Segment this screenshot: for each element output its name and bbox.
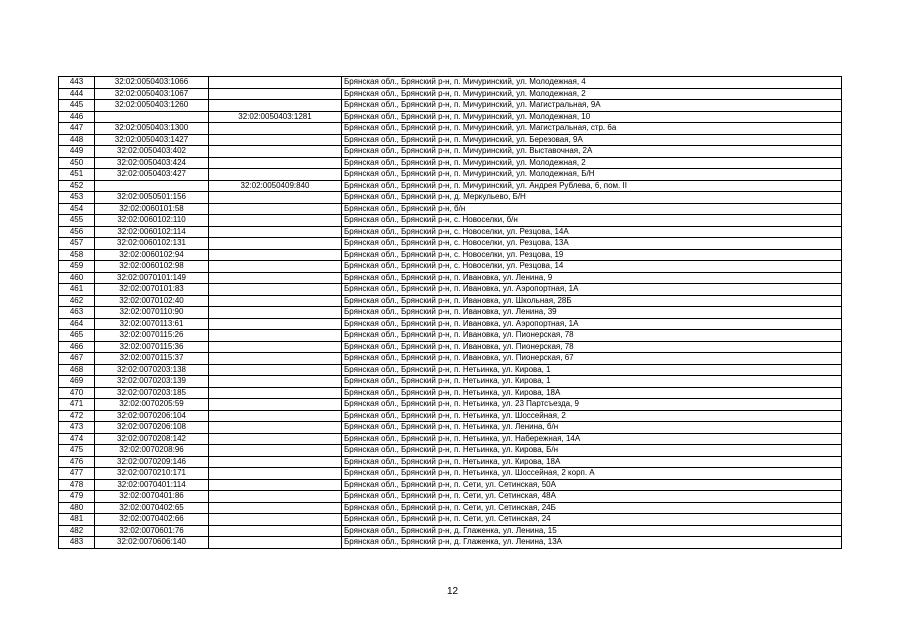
row-number-cell: 454 xyxy=(59,203,95,215)
cadastral-number-cell: 32:02:0070110:90 xyxy=(95,307,209,319)
cadastral-number-cell: 32:02:0070402:65 xyxy=(95,502,209,514)
address-cell: Брянская обл., Брянский р-н, п. Сети, ул. Сетинская, 50А xyxy=(342,479,842,491)
cadastral-number-alt-cell xyxy=(209,479,342,491)
cadastral-number-cell: 32:02:0050403:1260 xyxy=(95,100,209,112)
cadastral-number-alt-cell xyxy=(209,100,342,112)
row-number-cell: 465 xyxy=(59,330,95,342)
address-cell: Брянская обл., Брянский р-н, с. Новоселки, ул. Резцова, 14 xyxy=(342,261,842,273)
cadastral-number-alt-cell xyxy=(209,410,342,422)
address-cell: Брянская обл., Брянский р-н, п. Нетьинка, ул. Шоссейная, 2 корп. А xyxy=(342,468,842,480)
cadastral-number-cell: 32:02:0070115:37 xyxy=(95,353,209,365)
table-row xyxy=(59,100,842,112)
cadastral-number-cell: 32:02:0050403:424 xyxy=(95,157,209,169)
row-number-cell: 446 xyxy=(59,111,95,123)
cadastral-number-alt-cell xyxy=(209,295,342,307)
table-body xyxy=(59,77,842,549)
cadastral-number-alt-cell xyxy=(209,491,342,503)
cadastral-number-cell: 32:02:0070208:96 xyxy=(95,445,209,457)
row-number-cell: 481 xyxy=(59,514,95,526)
cadastral-number-cell: 32:02:0070102:40 xyxy=(95,295,209,307)
cadastral-number-cell: 32:02:0070101:83 xyxy=(95,284,209,296)
table-row xyxy=(59,180,842,192)
address-cell: Брянская обл., Брянский р-н, п. Ивановка, ул. Пионерская, 67 xyxy=(342,353,842,365)
table-row xyxy=(59,422,842,434)
table-row xyxy=(59,77,842,89)
table-row xyxy=(59,376,842,388)
address-cell: Брянская обл., Брянский р-н, п. Мичуринский, ул. Магистральная, 9А xyxy=(342,100,842,112)
cadastral-number-cell: 32:02:0070206:104 xyxy=(95,410,209,422)
row-number-cell: 478 xyxy=(59,479,95,491)
row-number-cell: 467 xyxy=(59,353,95,365)
cadastral-number-cell: 32:02:0060102:131 xyxy=(95,238,209,250)
cadastral-number-cell: 32:02:0070205:59 xyxy=(95,399,209,411)
cadastral-number-cell: 32:02:0070401:114 xyxy=(95,479,209,491)
cadastral-number-alt-cell xyxy=(209,123,342,135)
row-number-cell: 466 xyxy=(59,341,95,353)
address-cell: Брянская обл., Брянский р-н, п. Мичуринский, ул. Молодежная, Б/Н xyxy=(342,169,842,181)
table-row xyxy=(59,537,842,549)
table-row xyxy=(59,341,842,353)
table-row xyxy=(59,134,842,146)
address-cell: Брянская обл., Брянский р-н, п. Ивановка, ул. Аэропортная, 1А xyxy=(342,318,842,330)
cadastral-number-alt-cell xyxy=(209,157,342,169)
cadastral-number-alt-cell xyxy=(209,456,342,468)
table-row xyxy=(59,433,842,445)
cadastral-number-cell: 32:02:0070606:140 xyxy=(95,537,209,549)
cadastral-number-cell xyxy=(95,180,209,192)
table-row xyxy=(59,284,842,296)
cadastral-number-cell: 32:02:0070203:138 xyxy=(95,364,209,376)
cadastral-number-cell: 32:02:0060102:114 xyxy=(95,226,209,238)
cadastral-number-cell: 32:02:0070208:142 xyxy=(95,433,209,445)
row-number-cell: 452 xyxy=(59,180,95,192)
cadastral-number-alt-cell xyxy=(209,77,342,89)
row-number-cell: 464 xyxy=(59,318,95,330)
table-row xyxy=(59,192,842,204)
table-row xyxy=(59,387,842,399)
address-cell: Брянская обл., Брянский р-н, п. Нетьинка, ул. Шоссейная, 2 xyxy=(342,410,842,422)
table-row xyxy=(59,295,842,307)
table-row xyxy=(59,157,842,169)
row-number-cell: 451 xyxy=(59,169,95,181)
address-cell: Брянская обл., Брянский р-н, п. Ивановка, ул. Ленина, 9 xyxy=(342,272,842,284)
cadastral-number-alt-cell xyxy=(209,514,342,526)
cadastral-number-alt-cell xyxy=(209,272,342,284)
cadastral-number-cell: 32:02:0060101:58 xyxy=(95,203,209,215)
table-row xyxy=(59,514,842,526)
row-number-cell: 473 xyxy=(59,422,95,434)
cadastral-number-alt-cell xyxy=(209,525,342,537)
row-number-cell: 449 xyxy=(59,146,95,158)
cadastral-table xyxy=(58,76,842,549)
cadastral-number-alt-cell xyxy=(209,146,342,158)
address-cell: Брянская обл., Брянский р-н, п. Нетьинка, ул. Кирова, Б/н xyxy=(342,445,842,457)
table-row xyxy=(59,410,842,422)
row-number-cell: 453 xyxy=(59,192,95,204)
cadastral-number-alt-cell xyxy=(209,192,342,204)
address-cell: Брянская обл., Брянский р-н, п. Нетьинка, ул. Ленина, б/н xyxy=(342,422,842,434)
row-number-cell: 450 xyxy=(59,157,95,169)
table-row xyxy=(59,330,842,342)
row-number-cell: 477 xyxy=(59,468,95,480)
table-row xyxy=(59,491,842,503)
cadastral-number-alt-cell xyxy=(209,88,342,100)
address-cell: Брянская обл., Брянский р-н, д. Глаженка, ул. Ленина, 15 xyxy=(342,525,842,537)
row-number-cell: 443 xyxy=(59,77,95,89)
cadastral-number-alt-cell xyxy=(209,422,342,434)
cadastral-number-alt-cell: 32:02:0050403:1281 xyxy=(209,111,342,123)
row-number-cell: 447 xyxy=(59,123,95,135)
cadastral-number-alt-cell xyxy=(209,468,342,480)
table-row xyxy=(59,111,842,123)
address-cell: Брянская обл., Брянский р-н, п. Ивановка, ул. Школьная, 28Б xyxy=(342,295,842,307)
table-row xyxy=(59,307,842,319)
table-row xyxy=(59,364,842,376)
cadastral-number-cell: 32:02:0050403:427 xyxy=(95,169,209,181)
page-number: 12 xyxy=(446,586,459,597)
address-cell: Брянская обл., Брянский р-н, п. Мичуринский, ул. Выставочная, 2А xyxy=(342,146,842,158)
cadastral-number-cell: 32:02:0070401:86 xyxy=(95,491,209,503)
cadastral-number-cell: 32:02:0070101:149 xyxy=(95,272,209,284)
row-number-cell: 475 xyxy=(59,445,95,457)
address-cell: Брянская обл., Брянский р-н, п. Нетьинка, ул. Кирова, 18А xyxy=(342,387,842,399)
row-number-cell: 472 xyxy=(59,410,95,422)
table-row xyxy=(59,272,842,284)
cadastral-number-alt-cell xyxy=(209,364,342,376)
address-cell: Брянская обл., Брянский р-н, п. Сети, ул. Сетинская, 48А xyxy=(342,491,842,503)
table-row xyxy=(59,353,842,365)
address-cell: Брянская обл., Брянский р-н, п. Мичуринский, ул. Молодежная, 10 xyxy=(342,111,842,123)
cadastral-number-alt-cell xyxy=(209,341,342,353)
cadastral-number-cell: 32:02:0070203:185 xyxy=(95,387,209,399)
address-cell: Брянская обл., Брянский р-н, с. Новоселки, ул. Резцова, 14А xyxy=(342,226,842,238)
cadastral-number-cell: 32:02:0060102:98 xyxy=(95,261,209,273)
row-number-cell: 483 xyxy=(59,537,95,549)
cadastral-number-cell: 32:02:0050403:402 xyxy=(95,146,209,158)
row-number-cell: 462 xyxy=(59,295,95,307)
address-cell: Брянская обл., Брянский р-н, с. Новоселки, ул. Резцова, 19 xyxy=(342,249,842,261)
cadastral-number-alt-cell xyxy=(209,502,342,514)
cadastral-number-alt-cell xyxy=(209,284,342,296)
cadastral-number-cell: 32:02:0070601:76 xyxy=(95,525,209,537)
cadastral-number-alt-cell xyxy=(209,307,342,319)
row-number-cell: 448 xyxy=(59,134,95,146)
cadastral-number-alt-cell: 32:02:0050409:840 xyxy=(209,180,342,192)
cadastral-number-alt-cell xyxy=(209,330,342,342)
table-row xyxy=(59,226,842,238)
address-cell: Брянская обл., Брянский р-н, п. Нетьинка, ул. Кирова, 1 xyxy=(342,364,842,376)
row-number-cell: 470 xyxy=(59,387,95,399)
address-cell: Брянская обл., Брянский р-н, п. Ивановка, ул. Пионерская, 78 xyxy=(342,330,842,342)
table-row xyxy=(59,203,842,215)
row-number-cell: 444 xyxy=(59,88,95,100)
table-row xyxy=(59,468,842,480)
cadastral-number-alt-cell xyxy=(209,433,342,445)
cadastral-number-alt-cell xyxy=(209,261,342,273)
cadastral-number-alt-cell xyxy=(209,537,342,549)
cadastral-number-cell: 32:02:0070115:26 xyxy=(95,330,209,342)
row-number-cell: 458 xyxy=(59,249,95,261)
table-row xyxy=(59,238,842,250)
cadastral-number-cell: 32:02:0070115:36 xyxy=(95,341,209,353)
table-row xyxy=(59,249,842,261)
address-cell: Брянская обл., Брянский р-н, п. Ивановка, ул. Пионерская, 78 xyxy=(342,341,842,353)
cadastral-number-cell: 32:02:0070206:108 xyxy=(95,422,209,434)
cadastral-number-alt-cell xyxy=(209,226,342,238)
table-row xyxy=(59,502,842,514)
address-cell: Брянская обл., Брянский р-н, б/н xyxy=(342,203,842,215)
row-number-cell: 480 xyxy=(59,502,95,514)
cadastral-number-cell: 32:02:0060102:110 xyxy=(95,215,209,227)
cadastral-number-cell: 32:02:0050403:1066 xyxy=(95,77,209,89)
address-cell: Брянская обл., Брянский р-н, п. Мичуринский, ул. Березовая, 9А xyxy=(342,134,842,146)
cadastral-number-alt-cell xyxy=(209,399,342,411)
table-row xyxy=(59,318,842,330)
row-number-cell: 479 xyxy=(59,491,95,503)
table-row xyxy=(59,399,842,411)
cadastral-number-alt-cell xyxy=(209,376,342,388)
row-number-cell: 463 xyxy=(59,307,95,319)
row-number-cell: 445 xyxy=(59,100,95,112)
address-cell: Брянская обл., Брянский р-н, с. Новоселки, б/н xyxy=(342,215,842,227)
address-cell: Брянская обл., Брянский р-н, п. Сети, ул. Сетинская, 24Б xyxy=(342,502,842,514)
cadastral-number-alt-cell xyxy=(209,169,342,181)
cadastral-number-cell: 32:02:0050403:1427 xyxy=(95,134,209,146)
row-number-cell: 459 xyxy=(59,261,95,273)
cadastral-number-alt-cell xyxy=(209,318,342,330)
address-cell: Брянская обл., Брянский р-н, п. Мичуринский, ул. Молодежная, 2 xyxy=(342,88,842,100)
table-row xyxy=(59,123,842,135)
cadastral-number-alt-cell xyxy=(209,445,342,457)
cadastral-number-cell: 32:02:0070402:66 xyxy=(95,514,209,526)
row-number-cell: 474 xyxy=(59,433,95,445)
row-number-cell: 468 xyxy=(59,364,95,376)
row-number-cell: 457 xyxy=(59,238,95,250)
cadastral-number-alt-cell xyxy=(209,203,342,215)
cadastral-number-cell: 32:02:0060102:94 xyxy=(95,249,209,261)
cadastral-number-alt-cell xyxy=(209,238,342,250)
cadastral-number-cell: 32:02:0070203:139 xyxy=(95,376,209,388)
cadastral-number-cell: 32:02:0070210:171 xyxy=(95,468,209,480)
cadastral-number-cell: 32:02:0050501:156 xyxy=(95,192,209,204)
cadastral-number-alt-cell xyxy=(209,215,342,227)
cadastral-number-alt-cell xyxy=(209,249,342,261)
cadastral-number-cell xyxy=(95,111,209,123)
address-cell: Брянская обл., Брянский р-н, п. Мичуринский, ул. Андрея Рублева, 6, пом. II xyxy=(342,180,842,192)
cadastral-number-cell: 32:02:0050403:1067 xyxy=(95,88,209,100)
address-cell: Брянская обл., Брянский р-н, п. Ивановка, ул. Ленина, 39 xyxy=(342,307,842,319)
cadastral-number-cell: 32:02:0050403:1300 xyxy=(95,123,209,135)
address-cell: Брянская обл., Брянский р-н, п. Нетьинка, ул. Кирова, 18А xyxy=(342,456,842,468)
address-cell: Брянская обл., Брянский р-н, с. Новоселки, ул. Резцова, 13А xyxy=(342,238,842,250)
address-cell: Брянская обл., Брянский р-н, п. Мичуринский, ул. Молодежная, 2 xyxy=(342,157,842,169)
table-row xyxy=(59,88,842,100)
cadastral-number-cell: 32:02:0070209:146 xyxy=(95,456,209,468)
table-row xyxy=(59,525,842,537)
row-number-cell: 456 xyxy=(59,226,95,238)
row-number-cell: 482 xyxy=(59,525,95,537)
row-number-cell: 461 xyxy=(59,284,95,296)
row-number-cell: 476 xyxy=(59,456,95,468)
address-cell: Брянская обл., Брянский р-н, д. Меркульево, Б/Н xyxy=(342,192,842,204)
table-row xyxy=(59,146,842,158)
address-cell: Брянская обл., Брянский р-н, п. Ивановка, ул. Аэропортная, 1А xyxy=(342,284,842,296)
table-row xyxy=(59,215,842,227)
address-cell: Брянская обл., Брянский р-н, д. Глаженка, ул. Ленина, 13А xyxy=(342,537,842,549)
row-number-cell: 471 xyxy=(59,399,95,411)
table-row xyxy=(59,456,842,468)
row-number-cell: 460 xyxy=(59,272,95,284)
cadastral-number-alt-cell xyxy=(209,134,342,146)
table-row xyxy=(59,169,842,181)
address-cell: Брянская обл., Брянский р-н, п. Нетьинка, ул. Набережная, 14А xyxy=(342,433,842,445)
cadastral-number-alt-cell xyxy=(209,387,342,399)
address-cell: Брянская обл., Брянский р-н, п. Мичуринский, ул. Магистральная, стр. 6а xyxy=(342,123,842,135)
row-number-cell: 469 xyxy=(59,376,95,388)
cadastral-number-cell: 32:02:0070113:61 xyxy=(95,318,209,330)
table-row xyxy=(59,261,842,273)
address-cell: Брянская обл., Брянский р-н, п. Сети, ул. Сетинская, 24 xyxy=(342,514,842,526)
address-cell: Брянская обл., Брянский р-н, п. Нетьинка, ул. 23 Партсъезда, 9 xyxy=(342,399,842,411)
cadastral-number-alt-cell xyxy=(209,353,342,365)
table-row xyxy=(59,445,842,457)
row-number-cell: 455 xyxy=(59,215,95,227)
address-cell: Брянская обл., Брянский р-н, п. Мичуринский, ул. Молодежная, 4 xyxy=(342,77,842,89)
address-cell: Брянская обл., Брянский р-н, п. Нетьинка, ул. Кирова, 1 xyxy=(342,376,842,388)
table-row xyxy=(59,479,842,491)
